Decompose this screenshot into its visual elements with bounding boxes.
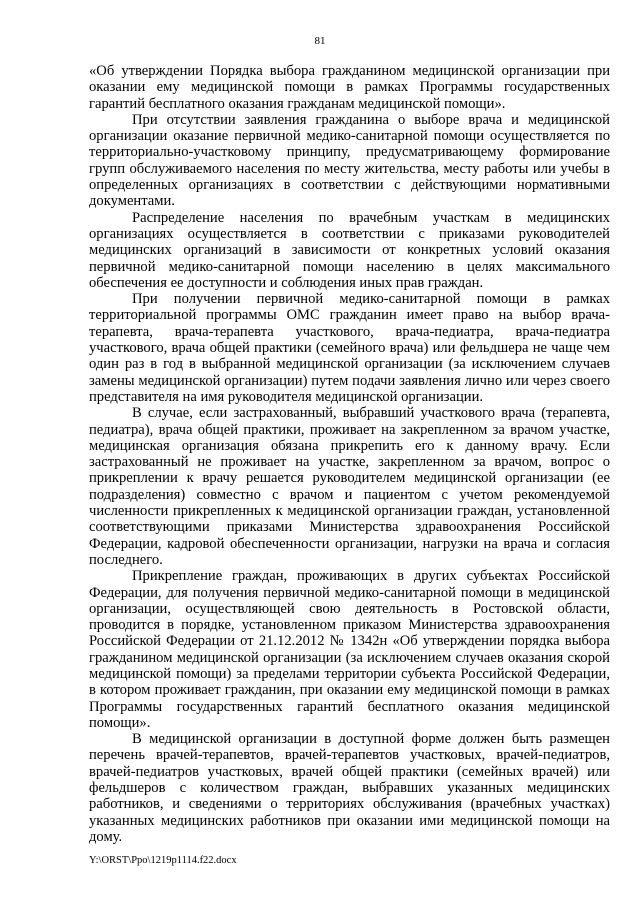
- page-number: 81: [314, 35, 326, 47]
- paragraph-order-title-continuation: «Об утверждении Порядка выбора гражданином медицинской организации при оказании ему медицинской помощи в рамках Программы государственных гарантий бесплатного оказания гражданам медицинской помощи».: [89, 63, 610, 112]
- paragraph-doctor-list-publication: В медицинской организации в доступной форме должен быть размещен перечень врачей-терапевтов, врачей-терапевтов участковых, врачей-педиатров, врачей-педиатров участковых, врачей общей практики (семейных врачей) или фельдшеров с количеством граждан, выбравших указанных медицинских работников, и сведениями о территориях обслуживания (врачебных участках) указанных медицинских работников при оказании ими медицинской помощи на дому.: [89, 731, 610, 845]
- paragraph-no-application: При отсутствии заявления гражданина о выборе врача и медицинской организации оказание первичной медико-санитарной помощи осуществляется по территориально-участковому принципу, предусматривающему формирование групп обслуживаемого населения по месту жительства, месту работы или учебы в определенных организациях в соответствии с действующими нормативными документами.: [89, 111, 610, 210]
- paragraph-population-distribution: Распределение населения по врачебным участкам в медицинских организациях осуществляется в соответствии с приказами руководителей медицинских организаций в зависимости от конкретных условий оказания первичной медико-санитарной помощи населению в целях максимального обеспечения ее доступности и соблюдения иных прав граждан.: [89, 209, 610, 291]
- paragraph-other-regions: Прикрепление граждан, проживающих в других субъектах Российской Федерации, для получения первичной медико-санитарной помощи в медицинской организации, осуществляющей свою деятельность в Ростовской области, проводится в порядке, установленном приказом Министерства здравоохранения Российской Федерации от 21.12.2012 № 1342н «Об утверждении порядка выбора гражданином медицинской организации (за исключением случаев оказания скорой медицинской помощи) за пределами территории субъекта Российской Федерации, в котором проживает гражданин, при оказании ему медицинской помощи в рамках Программы государственных гарантий бесплатного оказания медицинской помощи».: [89, 568, 610, 731]
- document-body: [89, 63, 610, 845]
- paragraph-right-to-choose-doctor: При получении первичной медико-санитарной помощи в рамках территориальной программы ОМС гражданин имеет право на выбор врача-терапевта, врача-терапевта участкового, врача-педиатра, врача-педиатра участкового, врача общей практики (семейного врача) или фельдшера не чаще чем один раз в год в выбранной медицинской организации (за исключением случаев замены медицинской организации) путем подачи заявления лично или через своего представителя на имя руководителя медицинской организации.: [89, 291, 610, 405]
- footer-file-path: Y:\ORST\Ppo\1219p1114.f22.docx: [89, 855, 237, 866]
- paragraph-attachment-to-doctor: В случае, если застрахованный, выбравший участкового врача (терапевта, педиатра), врача общей практики, проживает на закрепленном за врачом участке, медицинская организация обязана прикрепить его к данному врачу. Если застрахованный не проживает на участке, закрепленном за врачом, вопрос о прикреплении к врачу решается руководителем медицинской организации (ее подразделения) совместно с врачом и пациентом с учетом рекомендуемой численности прикрепленных к медицинской организации граждан, установленной соответствующими приказами Министерства здравоохранения Российской Федерации, кадровой обеспеченности организации, нагрузки на врача и согласия последнего.: [89, 405, 610, 568]
